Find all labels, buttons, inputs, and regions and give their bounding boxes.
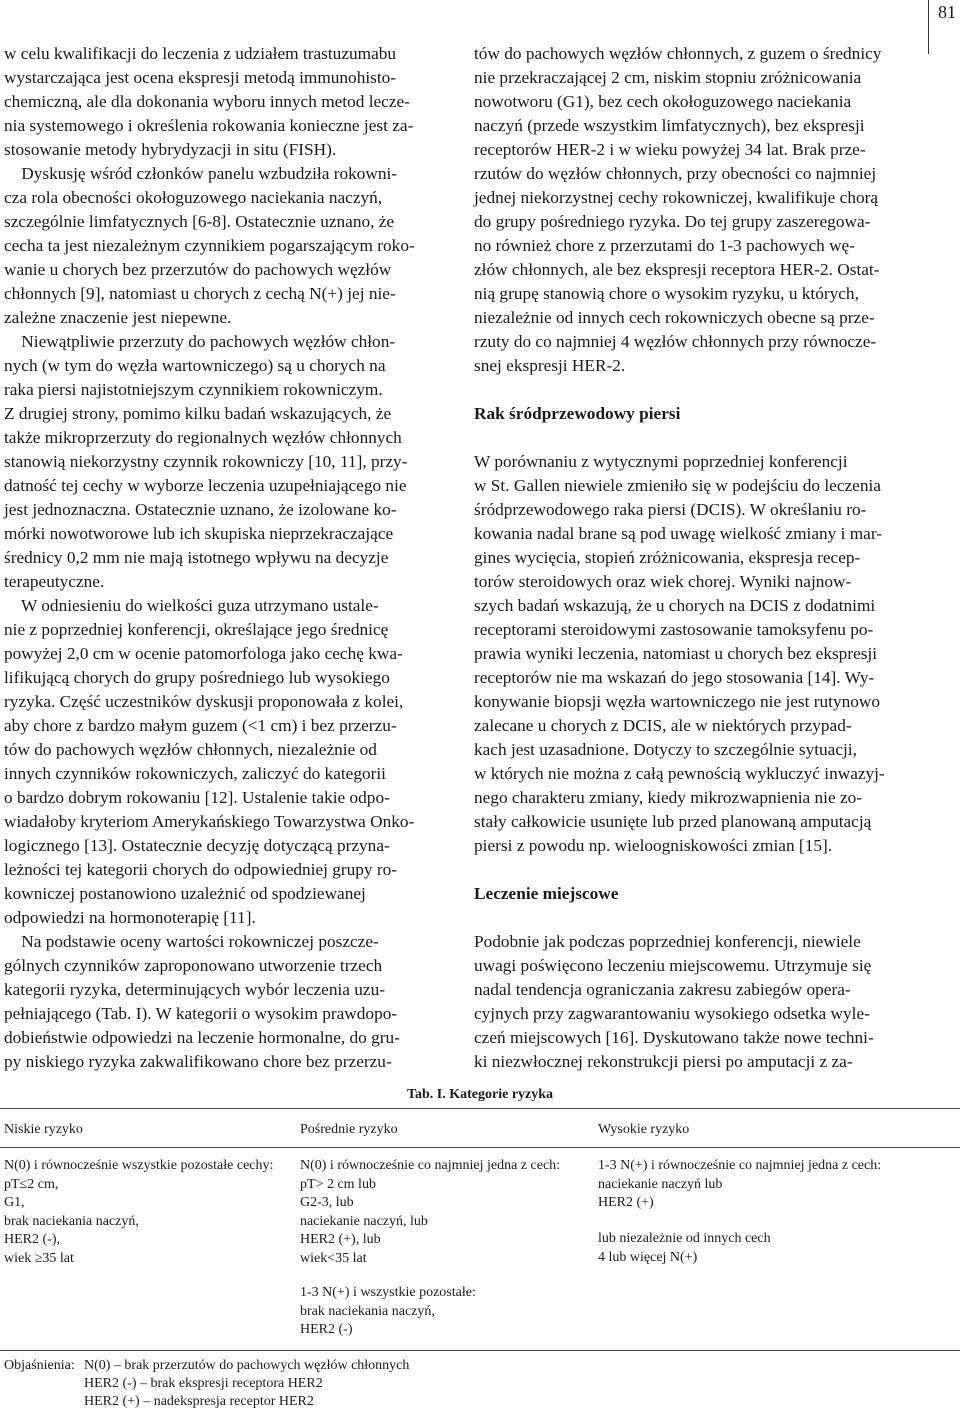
- text-line: szczególnie limfatycznych [6-8]. Ostatecznie uznano, że: [4, 212, 395, 231]
- text-line: W odniesieniu do wielkości guza utrzymano ustale-: [4, 596, 379, 615]
- text-line: o bardzo dobrym rokowaniu [12]. Ustalenie takie odpo-: [4, 788, 390, 807]
- text-line: chemiczną, ale dla dokonania wyboru innych metod lecze-: [4, 92, 410, 111]
- text-line: stosowanie metody hybrydyzacji in situ (FISH).: [4, 140, 337, 159]
- text-line: py niskiego ryzyka zakwalifikowano chore bez przerzu-: [4, 1052, 392, 1071]
- table-cell-line: N(0) i równocześnie co najmniej jedna z cech:: [300, 1158, 561, 1173]
- text-line: prawia wyniki leczenia, natomiast u chorych bez ekspresji: [474, 644, 878, 663]
- text-line: jednej niekorzystnej cechy rokowniczej, kwalifikuje chorą: [474, 188, 879, 207]
- text-line: średnicy 0,2 mm nie mają istotnego wpływu na decyzje: [4, 548, 389, 567]
- text-line: leżności tej kategorii chorych do odpowiedniej grupy ro-: [4, 860, 398, 879]
- text-line: no również chore z przerzutami do 1-3 pachowych wę-: [474, 236, 855, 255]
- table-cell-line: HER2 (-): [300, 1322, 353, 1337]
- footnote-label: Objaśnienia:: [4, 1358, 75, 1373]
- text-line: zależne znaczenie jest niepewne.: [4, 308, 232, 327]
- text-line: nia systemowego i określenia rokowania konieczne jest za-: [4, 116, 414, 135]
- text-line: tów do pachowych węzłów chłonnych, niezależnie od: [4, 740, 377, 759]
- text-line: złów chłonnych, ale bez ekspresji receptora HER-2. Ostat-: [474, 260, 880, 279]
- table-cell-line: wiek<35 lat: [300, 1250, 367, 1266]
- text-line: mórki nowotworowe lub ich skupiska nieprzekraczające: [4, 524, 394, 543]
- text-line: odpowiedzi na hormonoterapię [11].: [4, 908, 256, 927]
- text-line: nych (w tym do węzła wartowniczego) są u chorych na: [4, 356, 386, 375]
- text-line: pełniającego (Tab. I). W kategorii o wysokim prawdopo-: [4, 1004, 398, 1023]
- paragraph-gap: [474, 378, 906, 402]
- text-line: niezależnie od innych cech rokowniczych obecne są prze-: [474, 308, 875, 327]
- text-line: snej ekspresji HER-2.: [474, 356, 626, 375]
- text-line: Na podstawie oceny wartości rokowniczej poszcze-: [4, 932, 379, 951]
- text-line: gines wycięcia, stopień zróżnicowania, ekspresja recep-: [474, 548, 861, 567]
- table-cell-line: 4 lub więcej N(+): [598, 1249, 698, 1265]
- text-line: kowniczej postanowiono uzależnić od spodziewanej: [4, 884, 366, 903]
- text-line: datność tej cechy w wyborze leczenia uzupełniającego nie: [4, 476, 407, 495]
- text-line: Z drugiej strony, pomimo kilku badań wskazujących, że: [4, 404, 392, 423]
- text-line: cza rola obecności okołoguzowego naciekania naczyń,: [4, 188, 383, 207]
- paragraph-gap: [474, 906, 906, 930]
- text-line: rzuty do co najmniej 4 węzłów chłonnych przy równocze-: [474, 332, 877, 351]
- table-cell-line: HER2 (+): [598, 1195, 654, 1210]
- table-cell-line: pT> 2 cm lub: [300, 1176, 376, 1192]
- table-cell-high-risk-a: [598, 1157, 881, 1213]
- text-line: stały całkowicie usunięte lub przed planowaną amputacją: [474, 812, 872, 831]
- table-cell-line: naciekanie naczyń, lub: [300, 1213, 428, 1229]
- text-line: terapeutyczne.: [4, 572, 105, 591]
- table-cell-line: G1,: [4, 1195, 25, 1210]
- text-line: nowotworu (G1), bez cech okołoguzowego naciekania: [474, 92, 852, 111]
- text-line: szych badań wskazują, że u chorych na DCIS z dodatnimi: [474, 596, 876, 615]
- text-line: do grupy pośredniego ryzyka. Do tej grupy zaszeregowa-: [474, 212, 871, 231]
- right-text-column: [474, 42, 906, 1074]
- text-line: cecha ta jest niezależnym czynnikiem pogarszającym roko-: [4, 236, 415, 255]
- table-cell-line: lub niezależnie od innych cech: [598, 1231, 771, 1246]
- text-line: nego charakteru zmiany, kiedy mikrozwapnienia nie zo-: [474, 788, 863, 807]
- table-header-high: Wysokie ryzyko: [598, 1122, 690, 1137]
- text-line: kategorii ryzyka, determinujących wybór leczenia uzu-: [4, 980, 385, 999]
- section-heading: Leczenie miejscowe: [474, 884, 619, 903]
- text-line: piersi z powodu np. wieloogniskowości zmian [15].: [474, 836, 833, 855]
- text-line: powyżej 2,0 cm w ocenie patomorfologa jako cechę kwa-: [4, 644, 403, 663]
- table-bottom-rule: [0, 1350, 960, 1351]
- footnote-line: N(0) – brak przerzutów do pachowych węzłów chłonnych: [84, 1358, 410, 1373]
- text-line: chłonnych [9], natomiast u chorych z cechą N(+) jej nie-: [4, 284, 396, 303]
- text-line: wystarczająca jest ocena ekspresji metodą immunohisto-: [4, 68, 397, 87]
- table-cell-intermediate-risk-b: [300, 1284, 476, 1340]
- text-line: śródprzewodowego raka piersi (DCIS). W określaniu ro-: [474, 500, 867, 519]
- table-title: Tab. I. Kategorie ryzyka: [406, 1087, 554, 1102]
- text-line: ryzyka. Część uczestników dyskusji proponowała z kolei,: [4, 692, 404, 711]
- table-cell-line: brak naciekania naczyń,: [300, 1303, 435, 1319]
- text-line: czeń miejscowych [16]. Dyskutowano także nowe techni-: [474, 1028, 874, 1047]
- table-cell-line: N(0) i równocześnie wszystkie pozostałe cechy:: [4, 1158, 274, 1173]
- text-line: innych czynników rokowniczych, zaliczyć do kategorii: [4, 764, 386, 783]
- text-line: kach jest uzasadnione. Dotyczy to szczególnie sytuacji,: [474, 740, 857, 759]
- text-line: wiadałoby kryteriom Amerykańskiego Towarzystwa Onko-: [4, 812, 415, 831]
- text-line: nią grupę stanowią chore o wysokim ryzyku, u których,: [474, 284, 859, 303]
- table-cell-line: wiek ≥35 lat: [4, 1250, 74, 1266]
- table-header-rule: [0, 1147, 960, 1148]
- text-line: torów steroidowych oraz wiek chorej. Wyniki najnow-: [474, 572, 852, 591]
- section-heading: Rak śródprzewodowy piersi: [474, 404, 681, 423]
- left-text-column: [4, 42, 436, 1074]
- table-cell-line: naciekanie naczyń lub: [598, 1176, 723, 1192]
- text-line: Niewątpliwie przerzuty do pachowych węzłów chłon-: [4, 332, 396, 351]
- text-line: kowania nadal brane są pod uwagę wielkość zmiany i mar-: [474, 524, 883, 543]
- table-cell-line: G2-3, lub: [300, 1195, 354, 1210]
- table-cell-low-risk: [4, 1157, 273, 1268]
- table-header-low: Niskie ryzyko: [4, 1122, 83, 1137]
- table-cell-line: pT≤2 cm,: [4, 1176, 59, 1192]
- text-line: w St. Gallen niewiele zmieniło się w podejściu do leczenia: [474, 476, 881, 495]
- paragraph-gap: [474, 858, 906, 882]
- page-number: 81: [938, 2, 956, 22]
- text-line: jest jednoznaczna. Ostatecznie uznano, że izolowane ko-: [4, 500, 397, 519]
- text-line: lifikującą chorych do grupy pośredniego lub wysokiego: [4, 668, 390, 687]
- text-line: dobieństwie odpowiedzi na leczenie hormonalne, do gru-: [4, 1028, 400, 1047]
- text-line: receptorami steroidowymi zastosowanie tamoksyfenu po-: [474, 620, 874, 639]
- text-line: nie z poprzedniej konferencji, określające jego średnicę: [4, 620, 389, 639]
- table-cell-intermediate-risk-a: [300, 1157, 560, 1268]
- text-line: receptorów HER-2 i w wieku powyżej 34 lat. Brak prze-: [474, 140, 866, 159]
- text-line: stanowią niekorzystny czynnik rokowniczy [10, 11], przy-: [4, 452, 408, 471]
- text-line: zalecane u chorych z DCIS, ale w niektórych przypad-: [474, 716, 852, 735]
- text-line: logicznego [13]. Ostatecznie decyzję dotyczącą przyna-: [4, 836, 390, 855]
- text-line: receptorów nie ma wskazań do jego stosowania [14]. Wy-: [474, 668, 875, 687]
- table-cell-line: HER2 (-),: [4, 1232, 60, 1247]
- text-line: w celu kwalifikacji do leczenia z udziałem trastuzumabu: [4, 44, 397, 63]
- text-line: wanie u chorych bez przerzutów do pachowych węzłów: [4, 260, 392, 279]
- text-line: rzutów do węzłów chłonnych, przy obecności co najmniej: [474, 164, 877, 183]
- text-line: ki niezwłocznej rekonstrukcji piersi po amputacji z za-: [474, 1052, 853, 1071]
- footnote-line: HER2 (-) – brak ekspresji receptora HER2: [84, 1376, 323, 1391]
- text-line: nie przekraczającej 2 cm, niskim stopniu zróżnicowania: [474, 68, 862, 87]
- table-cell-line: 1-3 N(+) i równocześnie co najmniej jedna z cech:: [598, 1158, 882, 1173]
- page-number-rule: [928, 0, 929, 54]
- text-line: nadal tendencja ograniczania zakresu zabiegów opera-: [474, 980, 851, 999]
- table-cell-line: 1-3 N(+) i wszystkie pozostałe:: [300, 1285, 476, 1300]
- text-line: konywanie biopsji węzła wartowniczego nie jest rutynowo: [474, 692, 880, 711]
- text-line: gólnych czynników zaproponowano utworzenie trzech: [4, 956, 383, 975]
- text-line: raka piersi najistotniejszym czynnikiem rokowniczym.: [4, 380, 383, 399]
- footnote-definitions: [84, 1357, 409, 1411]
- text-line: w których nie można z całą pewnością wykluczyć inwazyj-: [474, 764, 885, 783]
- text-line: W porównaniu z wytycznymi poprzedniej konferencji: [474, 452, 848, 471]
- text-line: tów do pachowych węzłów chłonnych, z guzem o średnicy: [474, 44, 882, 63]
- text-line: także mikroprzerzuty do regionalnych węzłów chłonnych: [4, 428, 402, 447]
- table-cell-line: HER2 (+), lub: [300, 1232, 381, 1247]
- text-line: naczyń (przede wszystkim limfatycznych), bez ekspresji: [474, 116, 865, 135]
- footnote-line: HER2 (+) – nadekspresja receptor HER2: [84, 1394, 314, 1409]
- text-line: cyjnych przy zagwarantowaniu wysokiego odsetka wyle-: [474, 1004, 870, 1023]
- text-line: Podobnie jak podczas poprzedniej konferencji, niewiele: [474, 932, 861, 951]
- paragraph-gap: [474, 426, 906, 450]
- text-line: aby chore z bardzo małym guzem (<1 cm) i bez przerzu-: [4, 716, 397, 735]
- text-line: Dyskusję wśród członków panelu wzbudziła rokowni-: [4, 164, 398, 183]
- table-cell-high-risk-b: [598, 1230, 771, 1267]
- table-cell-line: brak naciekania naczyń,: [4, 1213, 139, 1229]
- text-line: uwagi poświęcono leczeniu miejscowemu. Utrzymuje się: [474, 956, 872, 975]
- table-header-intermediate: Pośrednie ryzyko: [300, 1122, 398, 1137]
- table-top-rule: [0, 1108, 960, 1109]
